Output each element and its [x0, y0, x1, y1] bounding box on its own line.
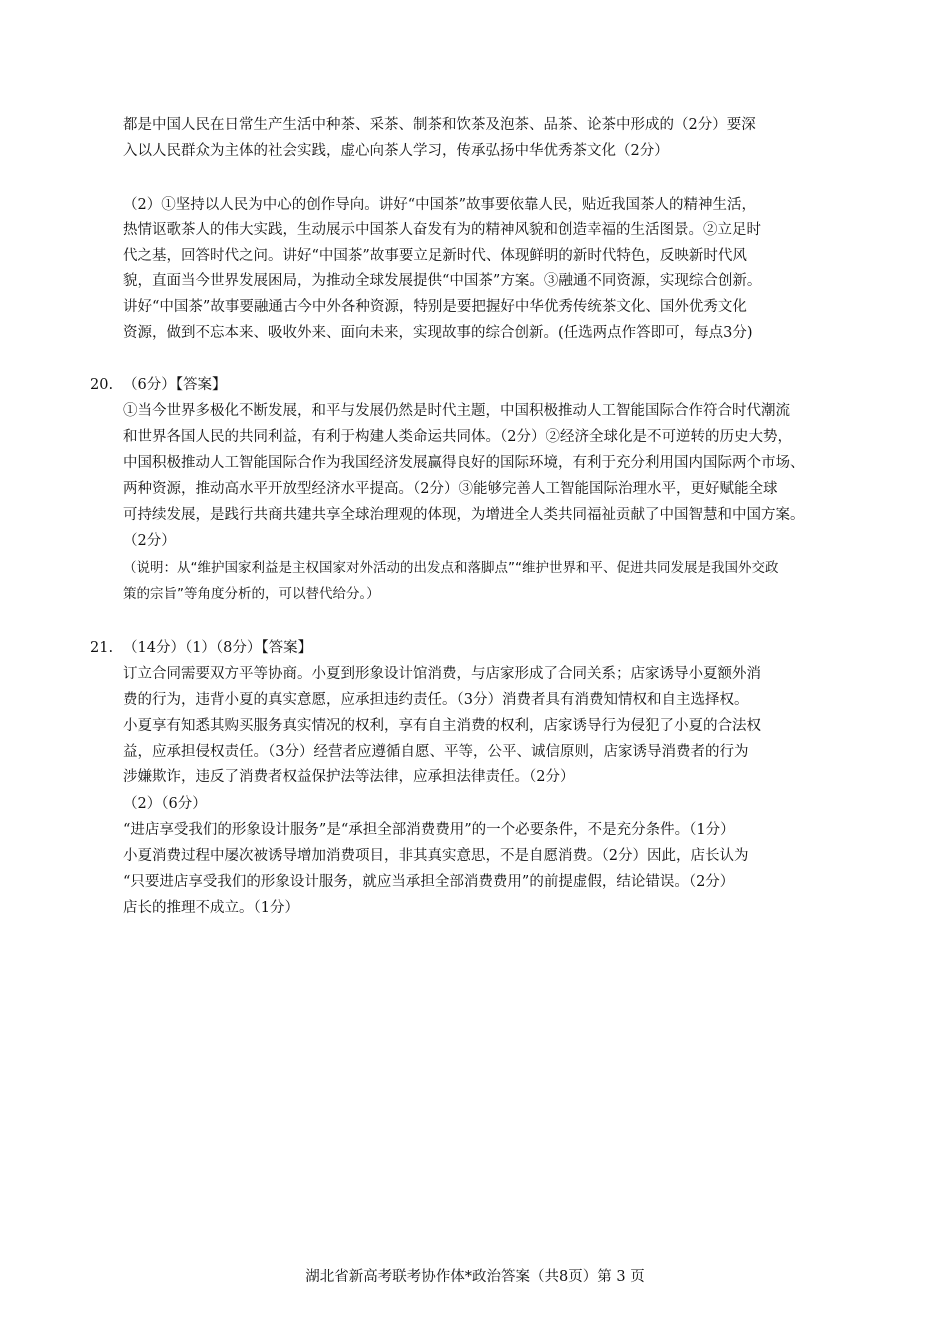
question-number: 20.	[90, 377, 114, 393]
text-line: 两种资源，推动高水平开放型经济水平提高。（2分）③能够完善人工智能国际治理水平，更好赋能全球	[123, 481, 778, 497]
text-line: “只要进店享受我们的形象设计服务，就应当承担全部消费费用”的前提虚假，结论错误。（2分）	[123, 874, 735, 890]
text-line: 貌，直面当今世界发展困局，为推动全球发展提供“中国茶”方案。③融通不同资源，实现综合创新。	[123, 273, 762, 289]
text-line: 和世界各国人民的共同利益，有利于构建人类命运共同体。（2分）②经济全球化是不可逆转的历史大势，	[123, 429, 792, 445]
question-header: （6分）【答案】	[123, 377, 227, 393]
text-line: 费的行为，违背小夏的真实意愿，应承担违约责任。（3分）消费者具有消费知情权和自主选择权。	[123, 692, 749, 708]
question-header: （14分）（1）（8分）【答案】	[123, 640, 313, 656]
text-line: （2）①坚持以人民为中心的创作导向。讲好“中国茶”故事要依靠人民，贴近我国茶人的精神生活，	[123, 197, 757, 213]
text-line: 小夏消费过程中屡次被诱导增加消费项目，非其真实意思，不是自愿消费。（2分）因此，店长认为	[123, 848, 749, 864]
text-line: 入以人民群众为主体的社会实践，虚心向茶人学习，传承弘扬中华优秀茶文化（2分）	[123, 143, 669, 159]
text-line: 可持续发展，是践行共商共建共享全球治理观的体现，为增进全人类共同福祉贡献了中国智慧和中国方案。	[123, 507, 805, 523]
text-line: 订立合同需要双方平等协商。小夏到形象设计馆消费，与店家形成了合同关系；店家诱导小夏额外消	[123, 666, 761, 682]
text-line: 热情讴歌茶人的伟大实践，生动展示中国茶人奋发有为的精神风貌和创造幸福的生活图景。②立足时	[123, 222, 761, 238]
text-line: 涉嫌欺诈，违反了消费者权益保护法等法律，应承担法律责任。（2分）	[123, 769, 575, 785]
note-line: 策的宗旨”等角度分析的，可以替代给分。）	[123, 586, 380, 602]
text-line: （2分）	[123, 533, 176, 549]
page-footer: 湖北省新高考联考协作体*政治答案（共8页）第 3 页	[305, 1269, 645, 1285]
note-line: （说明：从“维护国家利益是主权国家对外活动的出发点和落脚点”“维护世界和平、促进共同发展是我国外交政	[123, 560, 779, 576]
subpart-header: （2）（6分）	[123, 796, 207, 812]
text-line: 中国积极推动人工智能国际合作为我国经济发展赢得良好的国际环境，有利于充分利用国内国际两个市场、	[123, 455, 805, 471]
text-line: “进店享受我们的形象设计服务”是“承担全部消费费用”的一个必要条件，不是充分条件。（1分）	[123, 822, 735, 838]
text-line: 益，应承担侵权责任。（3分）经营者应遵循自愿、平等，公平、诚信原则，店家诱导消费者的行为	[123, 744, 749, 760]
text-line: ①当今世界多极化不断发展，和平与发展仍然是时代主题，中国积极推动人工智能国际合作符合时代潮流	[123, 403, 790, 419]
text-line: 资源，做到不忘本来、吸收外来、面向未来，实现故事的综合创新。(任选两点作答即可，每点3分)	[123, 325, 753, 341]
question-number: 21.	[90, 640, 114, 656]
text-line: 店长的推理不成立。（1分）	[123, 900, 299, 916]
text-line: 小夏享有知悉其购买服务真实情况的权利，享有自主消费的权利，店家诱导行为侵犯了小夏的合法权	[123, 718, 761, 734]
text-line: 代之基，回答时代之问。讲好“中国茶”故事要立足新时代、体现鲜明的新时代特色，反映新时代风	[123, 248, 747, 264]
text-line: 讲好“中国茶”故事要融通古今中外各种资源，特别是要把握好中华优秀传统茶文化、国外优秀文化	[123, 299, 747, 315]
text-line: 都是中国人民在日常生产生活中种茶、采茶、制茶和饮茶及泡茶、品茶、论茶中形成的（2分）要深	[123, 117, 756, 133]
